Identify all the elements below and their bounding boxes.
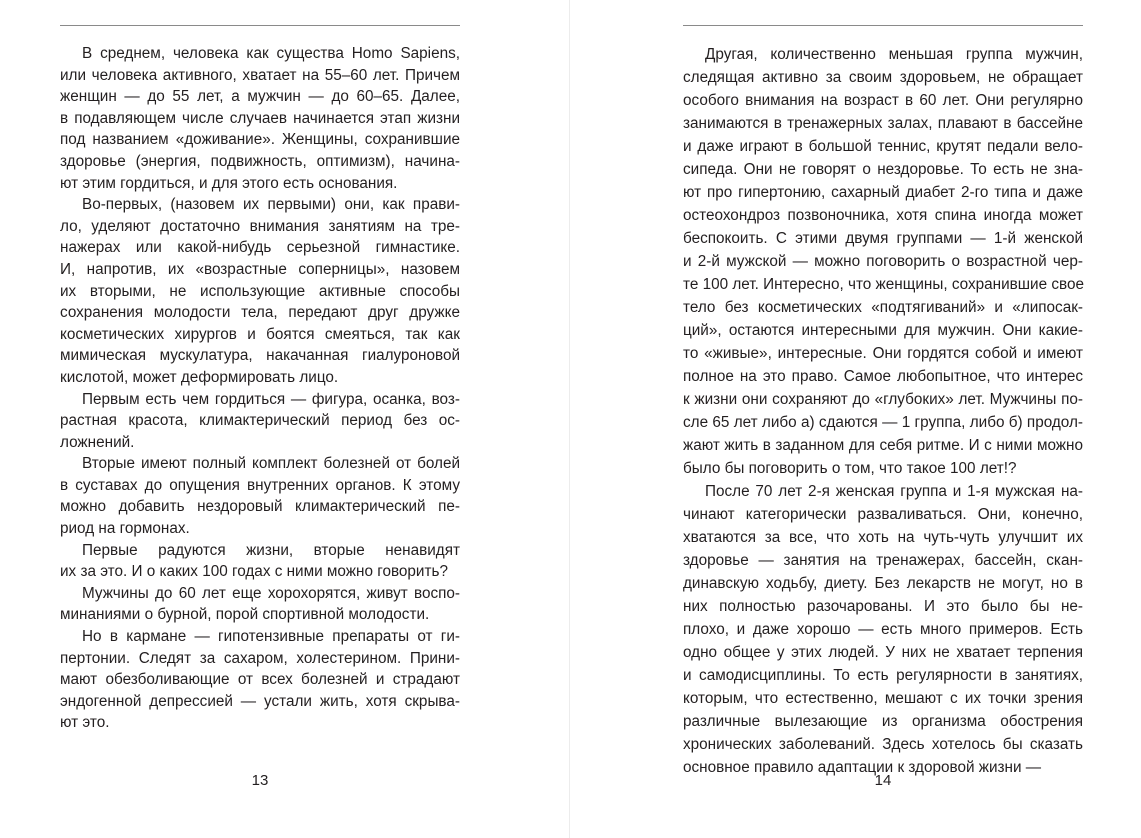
text-line: динавскую ходьбу, диету. Без лекарств не могут, но в [683,575,1083,592]
text-line: мимическая мускулатура, накачанная гиалуроновой [60,347,460,365]
paragraph [60,583,460,626]
text-line: в подавляющем числе случаев начинается этап жизни [60,109,460,127]
text-line: различные вылезающие из организма обострения [683,713,1083,730]
text-line: них полностью разочарованы. И это было бы не- [683,598,1083,615]
page-text [60,43,460,734]
text-line: те 100 лет. Интересно, что женщины, сохранившие свое [683,276,1084,293]
text-line: сипеда. Они не говорят о нездоровье. То есть не зна- [683,161,1083,178]
text-line: После 70 лет 2-я женская группа и 1-я мужская на- [705,483,1083,500]
text-line: Мужчины до 60 лет еще хорохорятся, живут воспо- [82,584,460,602]
text-line: нажерах или какой-нибудь серьезной гимнастике. [60,239,460,257]
text-line: сохранения молодости тела, передают друг дружке [60,304,460,322]
page-number: 13 [251,772,269,789]
page-text [683,43,1083,779]
text-line: в суставах до опущения внутренних органов. К этому [60,476,460,494]
text-line: Первым есть чем гордиться — фигура, осанка, воз- [82,390,460,408]
paragraph [60,43,460,194]
text-line: тело без косметических «подтягиваний» и «липосак- [683,299,1083,316]
text-line: было бы поговорить о том, что такое 100 лет!? [683,460,1017,477]
text-line: И, напротив, их «возрастные соперницы», назовем [60,260,460,278]
book-gutter [569,0,570,838]
text-line: плохо, и даже хорошо — есть много примеров. Есть [683,621,1083,638]
text-line: ют этим гордиться, и для этого есть основания. [60,174,398,192]
paragraph [683,43,1083,480]
page-number: 14 [874,772,892,789]
text-line: можно добавить нездоровый климактерический пе- [60,498,460,516]
text-line: то «живые», интересные. Они гордятся собой и имеют [683,345,1083,362]
text-line: занимаются в тренажерных залах, плавают в бассейне [683,115,1083,132]
text-line: здоровье — занятия на тренажерах, бассейн, скан- [683,552,1083,569]
text-line: эндогенной депрессией — устали жить, хотя скрыва- [60,692,460,710]
text-line: жают жить в заданном для себя ритме. И с ними можно [683,437,1083,454]
text-line: беспокоить. С этими двумя группами — 1-й женской [683,230,1083,247]
text-line: растная красота, климактерический период без ос- [60,412,460,430]
text-line: следящая активно за своим здоровьем, не обращает [683,69,1083,86]
text-line: Вторые имеют полный комплект болезней от болей [82,455,460,473]
text-line: мают обезболивающие от всех болезней и страдают [60,671,460,689]
paragraph [683,480,1083,779]
text-line: Но в кармане — гипотензивные препараты от ги- [82,628,460,646]
text-line: хронических заболеваний. Здесь хотелось бы сказать [683,736,1083,753]
text-line: риод на гормонах. [60,520,190,538]
text-line: полное на это право. Самое любопытное, что интерес [683,368,1083,385]
paragraph [60,194,460,388]
text-line: кислотой, может деформировать лицо. [60,368,339,386]
text-line: косметических хирургов и боятся смеяться, так как [60,325,460,343]
text-line: к жизни они сохраняют до «глубоких» лет. Мужчины по- [683,391,1083,408]
text-line: здоровье (энергия, подвижность, оптимизм), начина- [60,152,460,170]
text-line: и даже играют в большой теннис, крутят педали вело- [683,138,1083,155]
paragraph [60,453,460,539]
text-line: которым, что естественно, мешают с их точки зрения [683,690,1083,707]
text-line: ло, уделяют достаточно внимания занятиям на тре- [60,217,460,235]
text-line: сле 65 лет либо а) сдаются — 1 группа, либо б) продол- [683,414,1083,431]
text-line: пертонии. Следят за сахаром, холестерином. Прини- [60,649,460,667]
text-line: остеохондроз позвоночника, хотя спина иногда может [683,207,1083,224]
text-line: основное правило адаптации к здоровой жизни — [683,759,1042,776]
text-line: и самодисциплины. То есть регулярности в занятиях, [683,667,1083,684]
header-rule [60,25,460,26]
text-line: чинают категорически разваливаться. Они, конечно, [683,506,1083,523]
paragraph [60,540,460,583]
text-line: минаниями о бурной, порой спортивной молодости. [60,606,430,624]
text-line: В среднем, человека как существа Homo Sapiens, [82,45,460,62]
page-left [60,0,460,838]
text-line: их за это. И о каких 100 годах с ними можно говорить? [60,563,448,581]
text-line: женщин — до 55 лет, а мужчин — до 60–65. Далее, [60,88,460,106]
text-line: Другая, количественно меньшая группа мужчин, [705,46,1083,63]
text-line: под названием «доживание». Женщины, сохранившие [60,131,460,149]
text-line: Во-первых, (назовем их первыми) они, как прави- [82,196,460,214]
text-line: особого внимания на возраст в 60 лет. Они регулярно [683,92,1083,109]
header-rule [683,25,1083,26]
text-line: их вторыми, не использующие активные способы [60,282,460,300]
text-line: ют это. [60,714,110,732]
text-line: ложнений. [60,433,135,451]
text-line: хватаются за все, что хоть на чуть-чуть улучшит их [683,529,1083,546]
paragraph [60,389,460,454]
paragraph [60,626,460,734]
text-line: одно общее у этих людей. У них не хватает терпения [683,644,1083,661]
text-line: ют про гипертонию, сахарный диабет 2-го типа и даже [683,184,1083,201]
text-line: Первые радуются жизни, вторые ненавидят [82,541,460,559]
page-right [683,0,1083,838]
text-line: и 2-й мужской — можно поговорить о возрастной чер- [683,253,1083,270]
text-line: или человека активного, хватает на 55–60 лет. Причем [60,66,460,84]
text-line: ций», остаются интересными для мужчин. Они какие- [683,322,1083,339]
